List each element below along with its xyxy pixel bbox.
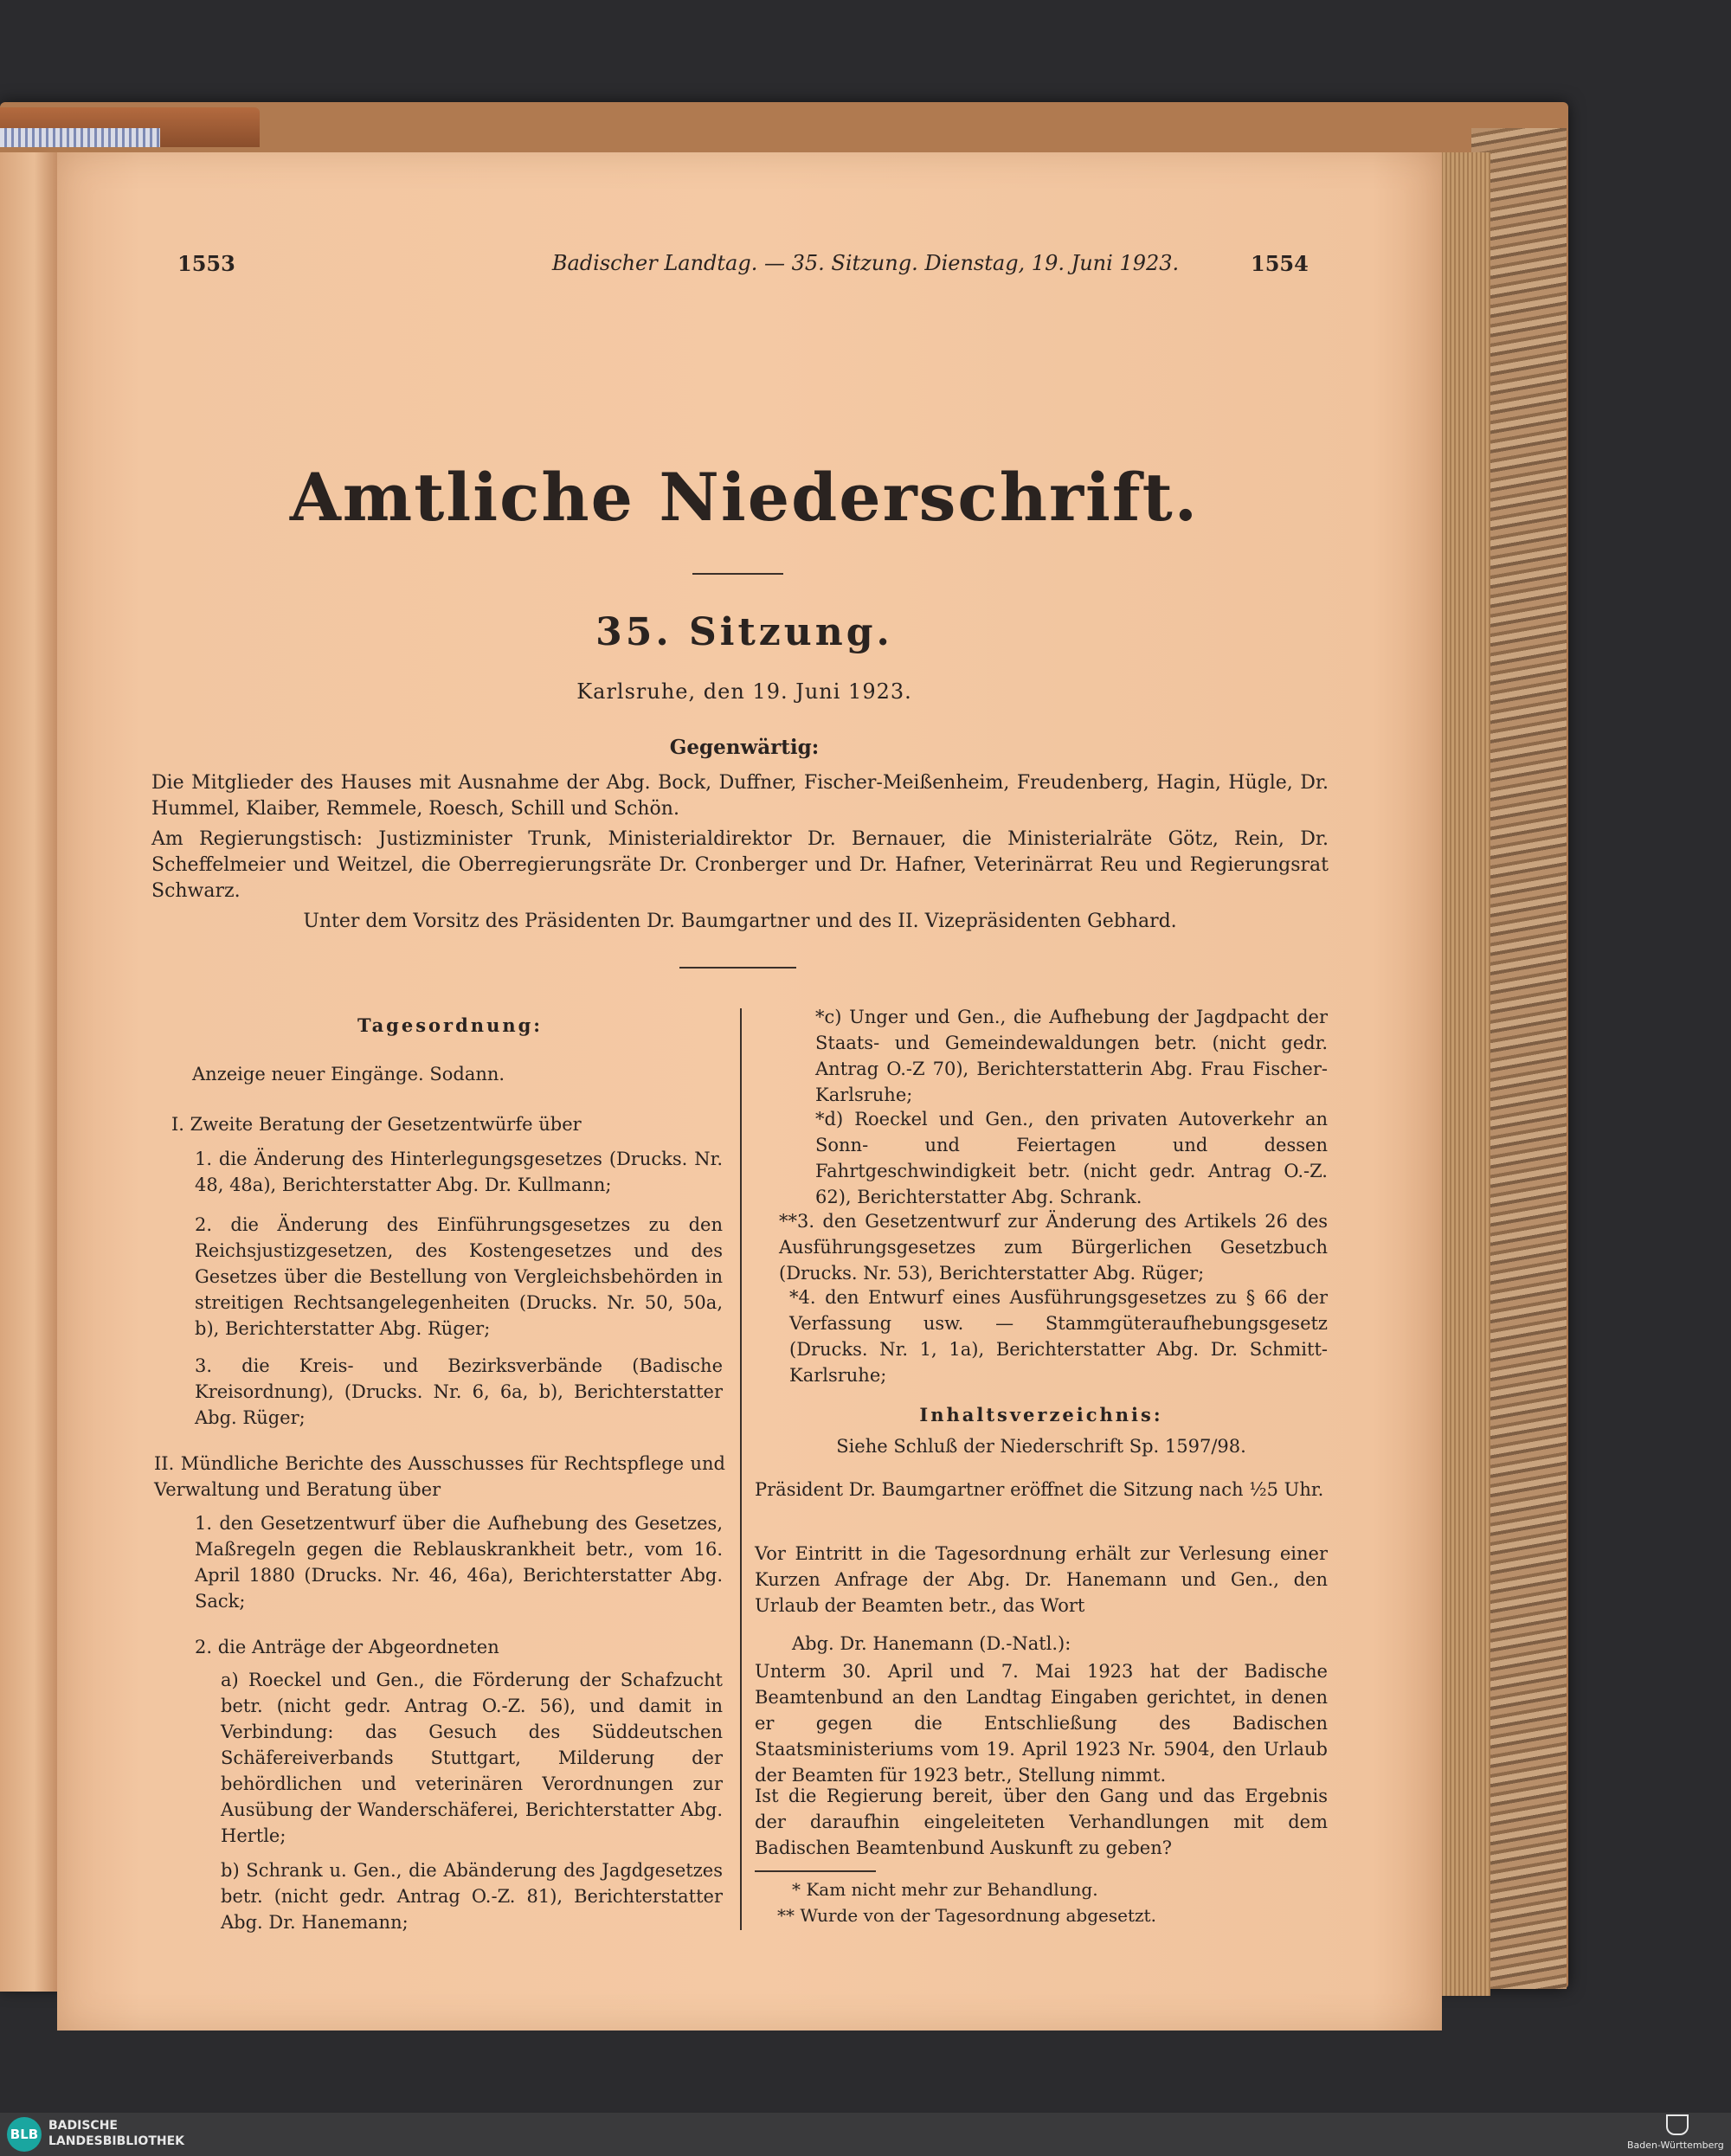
library-name-line1: BADISCHE — [48, 2119, 118, 2133]
agenda-item: a) Roeckel und Gen., die Förderung der Schafzucht betr. (nicht gedr. Antrag O.-Z. 56), und damit in Verbindung: das Gesuch des Süddeutschen Schäfereiverbands Stuttgart, Milderung der behördlichen und veterinären Verordnungen zur Ausübung der Wanderschäferei, Berichterstatter Abg. Hertle; — [221, 1670, 723, 1846]
state-label: Baden-Württemberg — [1627, 2140, 1724, 2151]
agenda-item: *c) Unger und Gen., die Aufhebung der Jagdpacht der Staats- und Gemeindewaldungen betr. (nicht gedr. Antrag O.-Z 70), Berichterstatterin Abg. Frau Fischer-Karlsruhe; — [815, 1007, 1328, 1105]
agenda-item: 1. die Änderung des Hinterlegungsgesetzes (Drucks. Nr. 48, 48a), Berichterstatter Abg. Dr. Kullmann; — [195, 1149, 723, 1195]
state-crest-icon — [1666, 2114, 1689, 2135]
section2-title: II. Mündliche Berichte des Ausschusses für Rechtspflege und Verwaltung und Beratung über — [154, 1453, 725, 1500]
footnote-rule — [755, 1870, 876, 1872]
opening-text: Präsident Dr. Baumgartner eröffnet die Sitzung nach ½5 Uhr. — [755, 1479, 1324, 1500]
session-place-date: Karlsruhe, den 19. Juni 1923. — [576, 679, 912, 704]
page-number-right: 1554 — [1251, 251, 1309, 276]
footnote: * Kam nicht mehr zur Behandlung. — [792, 1879, 1098, 1900]
present-heading: Gegenwärtig: — [669, 736, 820, 759]
session-title: 35. Sitzung. — [595, 610, 893, 654]
running-head: Badischer Landtag. — 35. Sitzung. Dienstag, 19. Juni 1923. — [551, 251, 1180, 275]
agenda-item: b) Schrank u. Gen., die Abänderung des Jagdgesetzes betr. (nicht gedr. Antrag O.-Z. 81), Berichterstatter Abg. Dr. Hanemann; — [221, 1860, 723, 1933]
question-text: Unterm 30. April und 7. Mai 1923 hat der Badische Beamtenbund an den Landtag Eingaben gerichtet, in denen er gegen die Entschließung des Badischen Staatsministeriums vom 19. April 1923 Nr. 5904, den Urlaub der Beamten für 1923 betr., Stellung nimmt. — [755, 1661, 1328, 1786]
viewer-footer-bar — [0, 2113, 1731, 2156]
headband — [0, 128, 160, 147]
chair-line: Unter dem Vorsitz des Präsidenten Dr. Baumgartner und des II. Vizepräsidenten Gebhard. — [303, 911, 1177, 932]
section1-title: I. Zweite Beratung der Gesetzentwürfe über — [171, 1114, 582, 1135]
agenda-item: 3. die Kreis- und Bezirksverbände (Badische Kreisordnung), (Drucks. Nr. 6, 6a, b), Berichterstatter Abg. Rüger; — [195, 1355, 723, 1428]
left-page-sliver — [0, 152, 59, 1992]
blb-logo[interactable]: BLB — [7, 2117, 42, 2152]
agenda-item: 1. den Gesetzentwurf über die Aufhebung des Gesetzes, Maßregeln gegen die Reblauskrankheit betr., vom 16. April 1880 (Drucks. Nr. 46, 46a), Berichterstatter Abg. Sack; — [195, 1513, 723, 1612]
speaker-line: Abg. Dr. Hanemann (D.-Natl.): — [792, 1633, 1071, 1654]
title-divider — [692, 573, 783, 575]
page-edges — [1438, 152, 1490, 1996]
page-number-left: 1553 — [177, 251, 235, 276]
government-bench: Am Regierungstisch: Justizminister Trunk, Ministerialdirektor Dr. Bernauer, die Ministerialräte Götz, Rein, Dr. Scheffelmeier und Weitzel, die Oberregierungsräte Dr. Cronberger und Dr. Hafner, Veterinärrat Reu und Regierungsrat Schwarz. — [151, 828, 1329, 902]
document-title: Amtliche Niederschrift. — [289, 459, 1200, 536]
contents-heading: Inhaltsverzeichnis: — [919, 1404, 1163, 1426]
request-text: Vor Eintritt in die Tagesordnung erhält zur Verlesung einer Kurzen Anfrage der Abg. Dr. Hanemann und Gen., den Urlaub der Beamten betr., das Wort — [755, 1543, 1328, 1616]
contents-text: Siehe Schluß der Niederschrift Sp. 1597/98. — [836, 1436, 1246, 1457]
section2-item2-title: 2. die Anträge der Abgeordneten — [195, 1637, 499, 1657]
agenda-intro: Anzeige neuer Eingänge. Sodann. — [192, 1064, 505, 1084]
agenda-heading: Tagesordnung: — [357, 1014, 544, 1036]
library-name-line2: LANDESBIBLIOTHEK — [48, 2134, 185, 2148]
column-divider — [740, 1008, 742, 1930]
agenda-item: *d) Roeckel und Gen., den privaten Autoverkehr an Sonn- und Feiertagen und dessen Fahrtgeschwindigkeit betr. (nicht gedr. Antrag O.-Z. 62), Berichterstatter Abg. Schrank. — [815, 1109, 1328, 1207]
present-members: Die Mitglieder des Hauses mit Ausnahme der Abg. Bock, Duffner, Fischer-Meißenheim, Freudenberg, Hagin, Hügle, Dr. Hummel, Klaiber, Remmele, Roesch, Schill und Schön. — [151, 772, 1329, 820]
agenda-item: *4. den Entwurf eines Ausführungsgesetzes zu § 66 der Verfassung usw. — Stammgüteraufhebungsgesetz (Drucks. Nr. 1, 1a), Berichterstatter Abg. Dr. Schmitt-Karlsruhe; — [789, 1287, 1328, 1386]
agenda-item: 2. die Änderung des Einführungsgesetzes zu den Reichsjustizgesetzen, des Kostengesetzes und des Gesetzes über die Bestellung von Vergleichsbehörden in streitigen Rechtsangelegenheiten (Drucks. Nr. 50, 50a, b), Berichterstatter Abg. Rüger; — [195, 1214, 723, 1339]
agenda-item: **3. den Gesetzentwurf zur Änderung des Artikels 26 des Ausführungsgesetzes zum Bürgerlichen Gesetzbuch (Drucks. Nr. 53), Berichterstatter Abg. Rüger; — [779, 1211, 1328, 1284]
footnote: ** Wurde von der Tagesordnung abgesetzt. — [777, 1905, 1156, 1926]
library-name — [48, 2118, 184, 2149]
section-divider — [679, 967, 796, 969]
question-text: Ist die Regierung bereit, über den Gang und das Ergebnis der daraufhin eingeleiteten Verhandlungen mit dem Badischen Beamtenbund Auskunft zu geben? — [755, 1786, 1328, 1858]
